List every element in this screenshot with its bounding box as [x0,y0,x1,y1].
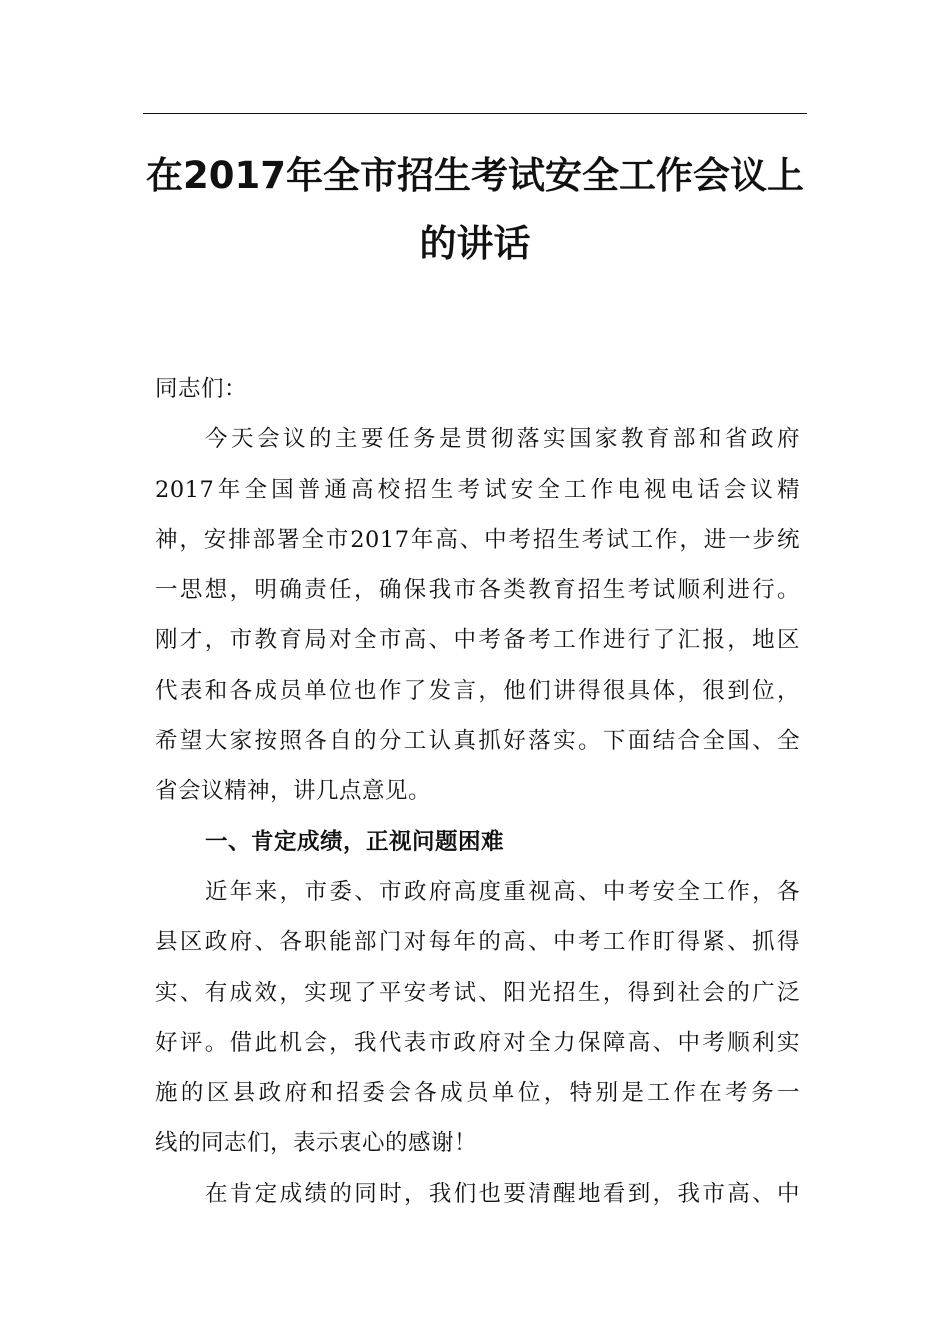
paragraph-3-line: 在肯定成绩的同时，我们也要清醒地看到，我市高、中 [205,1180,800,1207]
salutation: 同志们： [155,376,248,402]
paragraph-2-line: 线的同志们，表示衷心的感谢！ [155,1130,478,1157]
header-rule [143,113,807,114]
paragraph-1-line: 希望大家按照各自的分工认真抓好落实。下面结合全国、全 [155,728,800,755]
paragraph-2-line: 好评。借此机会，我代表市政府对全力保障高、中考顺利实 [155,1029,800,1056]
paragraph-1-line: 代表和各成员单位也作了发言，他们讲得很具体，很到位， [155,677,800,704]
paragraph-2-line: 实、有成效，实现了平安考试、阳光招生，得到社会的广泛 [155,979,800,1006]
paragraph-2-line: 近年来，市委、市政府高度重视高、中考安全工作，各 [205,878,800,905]
paragraph-2-line: 施的区县政府和招委会各成员单位，特别是工作在考务一 [155,1080,800,1107]
document-body [155,364,800,1219]
paragraph-1-line: 2017年全国普通高校招生考试安全工作电视电话会议精 [155,476,800,503]
paragraph-1-line: 刚才，市教育局对全市高、中考备考工作进行了汇报，地区 [155,627,800,654]
paragraph-1-line: 今天会议的主要任务是贯彻落实国家教育部和省政府 [205,426,800,453]
title-line-1: 在2017年全市招生考试安全工作会议上 [146,154,804,197]
paragraph-1-line: 省会议精神，讲几点意见。 [155,778,432,805]
document-title [143,142,807,278]
paragraph-2-line: 县区政府、各职能部门对每年的高、中考工作盯得紧、抓得 [155,929,800,956]
section-1-heading: 一、肯定成绩，正视问题困难 [205,828,505,855]
paragraph-1-line: 神，安排部署全市2017年高、中考招生考试工作，进一步统 [155,526,800,553]
title-line-2: 的讲话 [419,222,531,265]
paragraph-1-line: 一思想，明确责任，确保我市各类教育招生考试顺利进行。 [155,577,800,604]
